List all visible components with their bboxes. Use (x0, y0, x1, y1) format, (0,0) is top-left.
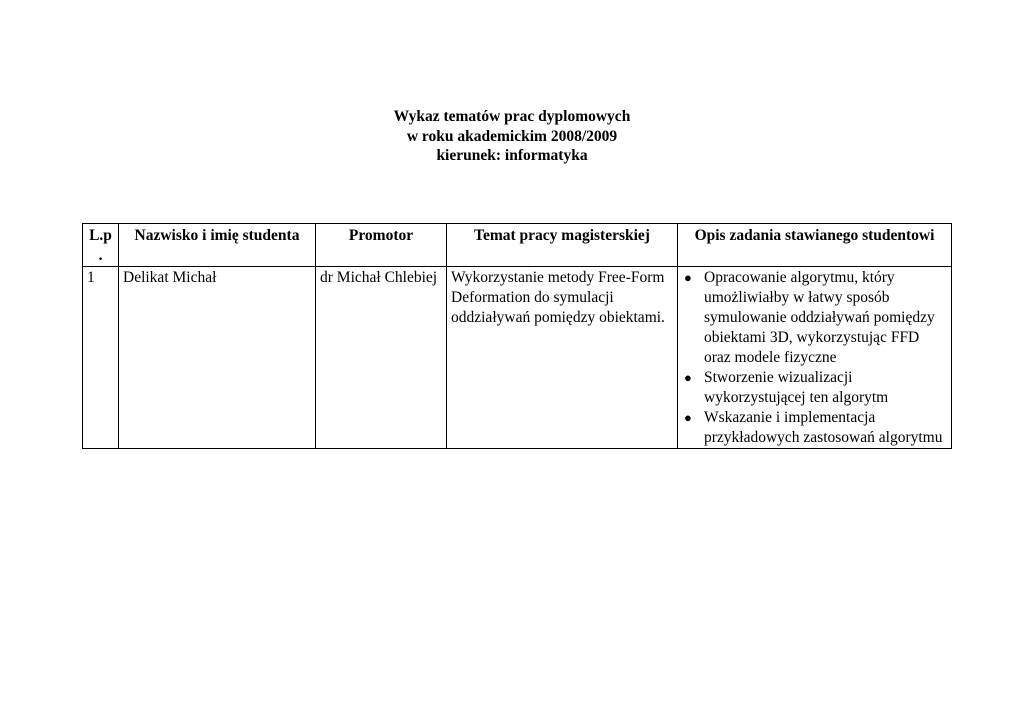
table-row (83, 267, 952, 449)
cell-student-name: Delikat Michał (119, 267, 316, 449)
cell-description (678, 267, 952, 449)
list-item (682, 408, 947, 448)
title-line-3: kierunek: informatyka (436, 147, 588, 164)
header-promotor: Promotor (316, 224, 447, 267)
header-description: Opis zadania stawianego studentowi (678, 224, 952, 267)
list-item (682, 368, 947, 408)
bullet-icon: ● (684, 410, 692, 425)
list-item (682, 268, 947, 368)
header-topic: Temat pracy magisterskiej (447, 224, 678, 267)
bullet-icon: ● (684, 270, 692, 285)
title-line-2: w roku akademickim 2008/2009 (406, 127, 618, 145)
document-title (0, 107, 1024, 166)
task-text: Opracowanie algorytmu, który umożliwiałby w łatwy sposób symulowanie oddziaływań pomiędzy obiektami 3D, wykorzystując FFD oraz modele fizyczne (704, 269, 935, 366)
header-student-name: Nazwisko i imię studenta (119, 224, 316, 267)
task-text: Stworzenie wizualizacji wykorzystującej ten algorytm (704, 369, 889, 406)
task-text: Wskazanie i implementacja przykładowych zastosowań algorytmu (704, 409, 943, 446)
table-header-row (83, 224, 952, 267)
bullet-icon: ● (684, 370, 692, 385)
title-line-1: Wykaz tematów prac dyplomowych (393, 108, 631, 125)
cell-lp: 1 (83, 267, 119, 449)
task-list (682, 268, 947, 448)
cell-topic: Wykorzystanie metody Free-Form Deformation do symulacji oddziaływań pomiędzy obiektami. (447, 267, 678, 449)
header-lp: L.p . (83, 224, 119, 267)
cell-promotor: dr Michał Chlebiej (316, 267, 447, 449)
topics-table (82, 223, 952, 449)
